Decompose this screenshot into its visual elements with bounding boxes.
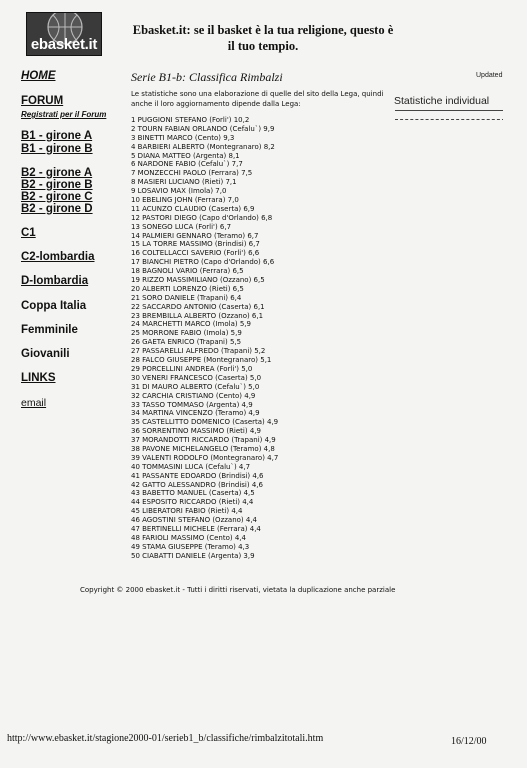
list-item: 3 BINETTI MARCO (Cento) 9,3	[131, 133, 235, 142]
stats-panel-field	[395, 110, 503, 120]
list-item: 12 PASTORI DIEGO (Capo d'Orlando) 6,8	[131, 213, 273, 222]
list-item: 26 GAETA ENRICO (Trapani) 5,5	[131, 338, 242, 347]
list-item: 6 NARDONE FABIO (Cefalu`) 7,7	[131, 160, 243, 169]
list-item: 31 DI MAURO ALBERTO (Cefalu`) 5,0	[131, 382, 260, 391]
nav-links[interactable]: LINKS	[21, 372, 56, 384]
list-item: 25 MORRONE FABIO (Imola) 5,9	[131, 329, 242, 338]
list-item: 48 FARIOLI MASSIMO (Cento) 4,4	[131, 533, 246, 542]
list-item: 34 MARTINA VINCENZO (Teramo) 4,9	[131, 409, 260, 418]
print-footer-date: 16/12/00	[451, 736, 487, 747]
nav-b1-girone-a[interactable]: B1 - girone A	[21, 130, 93, 142]
list-item: 7 MONZECCHI PAOLO (Ferrara) 7,5	[131, 169, 253, 178]
list-item: 40 TOMMASINI LUCA (Cefalu`) 4,7	[131, 462, 251, 471]
list-item: 14 PALMIERI GENNARO (Teramo) 6,7	[131, 231, 259, 240]
list-item: 22 SACCARDO ANTONIO (Caserta) 6,1	[131, 302, 265, 311]
list-item: 5 DIANA MATTEO (Argenta) 8,1	[131, 151, 240, 160]
list-item: 10 EBELING JOHN (Ferrara) 7,0	[131, 196, 239, 205]
nav-forum-register[interactable]: Registrati per il Forum	[21, 110, 107, 119]
nav-b2-girone-d[interactable]: B2 - girone D	[21, 203, 93, 215]
list-item: 43 BABETTO MANUEL (Caserta) 4,5	[131, 489, 255, 498]
nav-b2-girone-b[interactable]: B2 - girone B	[21, 179, 93, 191]
list-item: 9 LOSAVIO MAX (Imola) 7,0	[131, 187, 227, 196]
page-title: Serie B1-b: Classifica Rimbalzi	[131, 70, 283, 84]
list-item: 11 ACUNZO CLAUDIO (Caserta) 6,9	[131, 204, 255, 213]
list-item: 13 SONEGO LUCA (Forli') 6,7	[131, 222, 232, 231]
list-item: 45 LIBERATORI FABIO (Rieti) 4,4	[131, 507, 243, 516]
list-item: 32 CARCHIA CRISTIANO (Cento) 4,9	[131, 391, 256, 400]
copyright-notice: Copyright © 2000 ebasket.it - Tutti i diritti riservati, vietata la duplicazione anche parziale	[80, 586, 396, 594]
site-tagline: Ebasket.it: se il basket è la tua religione, questo è il tuo tempio.	[132, 23, 394, 53]
site-logo[interactable]	[26, 12, 102, 56]
intro-text: Le statistiche sono una elaborazione di quelle del sito della Lega, quindi anche il loro aggiornamento dipende dalla Lega:	[131, 90, 384, 108]
list-item: 38 PAVONE MICHELANGELO (Teramo) 4,8	[131, 444, 275, 453]
stats-panel	[393, 93, 503, 124]
list-item: 29 PORCELLINI ANDREA (Forli') 5,0	[131, 364, 253, 373]
list-item: 42 GATTO ALESSANDRO (Brindisi) 4,6	[131, 480, 263, 489]
nav-forum[interactable]: FORUM	[21, 95, 64, 107]
list-item: 44 ESPOSITO RICCARDO (Rieti) 4,4	[131, 498, 254, 507]
nav-b2-girone-a[interactable]: B2 - girone A	[21, 167, 93, 179]
list-item: 35 CASTELLITTO DOMENICO (Caserta) 4,9	[131, 418, 279, 427]
list-item: 46 AGOSTINI STEFANO (Ozzano) 4,4	[131, 516, 258, 525]
nav-c2-lombardia[interactable]: C2-lombardia	[21, 251, 95, 263]
nav-femminile[interactable]: Femminile	[21, 324, 78, 336]
list-item: 17 BIANCHI PIETRO (Capo d'Orlando) 6,6	[131, 258, 275, 267]
nav-b2-girone-c[interactable]: B2 - girone C	[21, 191, 93, 203]
list-item: 8 MASIERI LUCIANO (Rieti) 7,1	[131, 178, 237, 187]
nav-home[interactable]: HOME	[21, 70, 56, 82]
list-item: 20 ALBERTI LORENZO (Rieti) 6,5	[131, 284, 244, 293]
nav-d-lombardia[interactable]: D-lombardia	[21, 275, 89, 287]
nav-coppa-italia[interactable]: Coppa Italia	[21, 300, 87, 312]
nav-email[interactable]: email	[21, 397, 47, 409]
list-item: 19 RIZZO MASSIMILIANO (Ozzano) 6,5	[131, 276, 265, 285]
updated-label: Updated	[476, 72, 503, 79]
list-item: 24 MARCHETTI MARCO (Imola) 5,9	[131, 320, 251, 329]
list-item: 36 SORRENTINO MASSIMO (Rieti) 4,9	[131, 427, 261, 436]
list-item: 15 LA TORRE MASSIMO (Brindisi) 6,7	[131, 240, 260, 249]
rebound-ranking-list	[131, 116, 278, 561]
list-item: 28 FALCO GIUSEPPE (Montegranaro) 5,1	[131, 356, 272, 365]
list-item: 21 SORO DANIELE (Trapani) 6,4	[131, 293, 242, 302]
nav-b1-girone-b[interactable]: B1 - girone B	[21, 143, 93, 155]
list-item: 41 PASSANTE EDOARDO (Brindisi) 4,6	[131, 471, 264, 480]
logo-text: ebasket.it	[30, 36, 98, 53]
list-item: 23 BREMBILLA ALBERTO (Ozzano) 6,1	[131, 311, 264, 320]
list-item: 30 VENERI FRANCESCO (Caserta) 5,0	[131, 373, 262, 382]
list-item: 18 BAGNOLI VARIO (Ferrara) 6,5	[131, 267, 244, 276]
list-item: 50 CIABATTI DANIELE (Argenta) 3,9	[131, 551, 255, 560]
nav-giovanili[interactable]: Giovanili	[21, 348, 70, 360]
list-item: 2 TOURN FABIAN ORLANDO (Cefalu`) 9,9	[131, 124, 275, 133]
list-item: 16 COLTELLACCI SAVERIO (Forli') 6,6	[131, 249, 260, 258]
list-item: 39 VALENTI RODOLFO (Montegranaro) 4,7	[131, 453, 279, 462]
list-item: 27 PASSARELLI ALFREDO (Trapani) 5,2	[131, 347, 266, 356]
stats-panel-label: Statistiche individual	[394, 95, 490, 107]
list-item: 33 TASSO TOMMASO (Argenta) 4,9	[131, 400, 253, 409]
list-item: 1 PUGGIONI STEFANO (Forli') 10,2	[131, 116, 250, 124]
list-item: 4 BARBIERI ALBERTO (Montegranaro) 8,2	[131, 142, 275, 151]
list-item: 47 BERTINELLI MICHELE (Ferrara) 4,4	[131, 524, 261, 533]
list-item: 37 MORANDOTTI RICCARDO (Trapani) 4,9	[131, 436, 276, 445]
nav-c1[interactable]: C1	[21, 227, 36, 239]
print-footer-url: http://www.ebasket.it/stagione2000-01/serieb1_b/classifiche/rimbalzitotali.htm	[7, 733, 324, 744]
list-item: 49 STAMA GIUSEPPE (Teramo) 4,3	[131, 542, 250, 551]
